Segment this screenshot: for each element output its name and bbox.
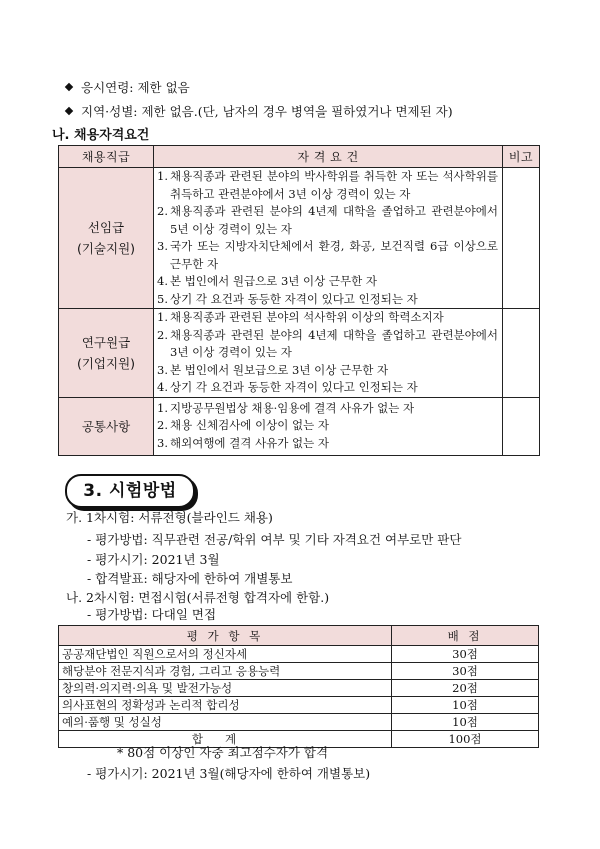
list-item: 2. 채용 신체검사에 이상이 없는 자: [157, 418, 330, 433]
table-row: 공공재단법인 직원으로서의 정신자세 30점: [59, 646, 539, 663]
table-row: 의사표현의 정확성과 논리적 합리성 10점: [59, 697, 539, 714]
footnote-pass: * 80점 이상인 자중 최고점수자가 합격: [117, 745, 329, 760]
list-item: 1. 채용직종과 관련된 분야의 박사학위를 취득한 자 또는 석사학위를 취득하고 관련분야에서 3년 이상 경력이 있는 자: [157, 169, 498, 201]
exam2-heading: 나. 2차시험: 면접시험(서류전형 합격자에 한함.): [66, 590, 330, 605]
table-row: 창의력·의지력·의욕 및 발전가능성 20점: [59, 680, 539, 697]
footnote-period: - 평가시기: 2021년 3월(해당자에 한하여 개별통보): [87, 766, 371, 781]
exam1-period: - 평가시기: 2021년 3월: [87, 552, 220, 567]
table-row: 해당분야 전문지식과 경험, 그리고 응용능력 30점: [59, 663, 539, 680]
list-item: 2. 채용직종과 관련된 분야의 4년제 대학을 졸업하고 관련분야에서 5년 이상 경력이 있는 자: [157, 204, 498, 236]
total-points: 100점: [392, 731, 539, 748]
requirements-cell: [154, 168, 503, 309]
category-cell: 선임급 (기술지원): [59, 168, 154, 309]
section-heading-qualifications: 나. 채용자격요건: [52, 128, 150, 143]
diamond-bullet-icon: [65, 107, 73, 115]
exam1-announcement: - 합격발표: 해당자에 한하여 개별통보: [87, 571, 293, 586]
list-item: 3. 국가 또는 지방자치단체에서 환경, 화공, 보건직렬 6급 이상으로 근무한 자: [157, 239, 498, 271]
requirements-cell: [154, 397, 503, 455]
header-points: 배 점: [392, 626, 539, 646]
header-position: 채용직급: [59, 146, 154, 168]
list-item: 5. 상기 각 요건과 동등한 자격이 있다고 인정되는 자: [157, 291, 418, 306]
section3-title: 3. 시험방법: [65, 474, 195, 508]
list-item: 4. 본 법인에서 원급으로 3년 이상 근무한 자: [157, 274, 377, 288]
list-item: 1. 채용직종과 관련된 분야의 석사학위 이상의 학력소지자: [157, 310, 444, 324]
list-item: 3. 해외여행에 결격 사유가 없는 자: [157, 435, 330, 450]
score-table: [58, 625, 539, 748]
exam1-method: - 평가방법: 직무관련 전공/학위 여부 및 기타 자격요건 여부로만 판단: [87, 532, 462, 547]
note-cell: [503, 309, 540, 398]
header-requirements: 자 격 요 건: [154, 146, 503, 168]
qualification-table: [58, 145, 540, 456]
table-header-row: [59, 626, 539, 646]
diamond-bullet-icon: [65, 83, 73, 91]
note-cell: [503, 168, 540, 309]
exam2-method: - 평가방법: 다대일 면접: [87, 607, 217, 622]
list-item: 3. 본 법인에서 원보급으로 3년 이상 근무한 자: [157, 362, 389, 377]
note-cell: [503, 397, 540, 455]
category-cell: 연구원급 (기업지원): [59, 309, 154, 398]
table-row: 예의·품행 및 성실성 10점: [59, 714, 539, 731]
list-item: 1. 지방공무원법상 채용·임용에 결격 사유가 없는 자: [157, 400, 415, 415]
table-row-researcher: [59, 309, 540, 398]
bullet-region-gender: 지역·성별: 제한 없음.(단, 남자의 경우 병역을 필하였거나 면제된 자): [66, 104, 453, 120]
header-note: 비고: [503, 146, 540, 168]
bullet-age: 응시연령: 제한 없음: [66, 80, 190, 96]
total-label: 합계: [59, 731, 392, 748]
header-eval-item: 평 가 항 목: [59, 626, 392, 646]
category-cell: 공통사항: [59, 397, 154, 455]
table-row-common: [59, 397, 540, 455]
list-item: 2. 채용직종과 관련된 분야의 4년제 대학을 졸업하고 관련분야에서 3년 이상 경력이 있는 자: [157, 327, 498, 359]
table-header-row: [59, 146, 540, 168]
requirements-cell: [154, 309, 503, 398]
list-item: 4. 상기 각 요건과 동등한 자격이 있다고 인정되는 자: [157, 380, 418, 394]
exam1-heading: 가. 1차시험: 서류전형(블라인드 채용): [66, 510, 273, 525]
table-row-senior: [59, 168, 540, 309]
